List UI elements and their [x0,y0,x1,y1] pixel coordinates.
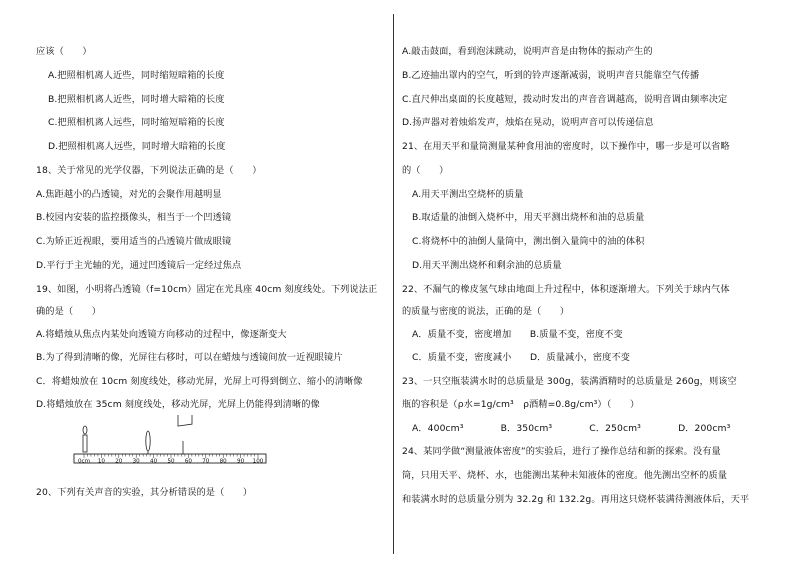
option-line: D.把照相机离人远些，同时增大暗箱的长度 [48,141,226,152]
ruler-label: 100 [252,458,264,465]
ruler-label: 20 [115,458,123,465]
ruler-label: 10 [97,458,105,465]
option-line: C．将蜡烛放在 10cm 刻度线处，移动光屏，光屏上可得到倒立、缩小的清晰像 [36,376,363,387]
text-line: 的（ ） [402,165,449,176]
option-line: B.取适量的油倒入烧杯中，用天平测出烧杯和油的总质量 [412,212,645,223]
ruler-label: 40 [150,458,158,465]
option-line: D.扬声器对着烛焰发声，烛焰在晃动，说明声音可以传递信息 [402,117,654,128]
text-line: 确的是（ ） [36,306,102,317]
option-line: A.敲击鼓面，看到泡沫跳动，说明声音是由物体的振动产生的 [402,46,653,57]
question-19: 19、如图，小明将凸透镜（f=10cm）固定在光具座 40cm 刻度线处。下列说法正 [36,284,378,295]
option-line: A.把照相机离人近些，同时缩短暗箱的长度 [48,70,225,81]
column-divider [393,14,394,554]
option-line: C.为矫正近视眼，要用适当的凸透镜片做成眼镜 [36,236,232,247]
flame-icon [83,426,87,434]
optical-bench-figure [72,415,272,465]
question-18: 18、关于常见的光学仪器，下列说法正确的是（ ） [36,165,262,176]
option-line: C.把照相机离人远些，同时缩短暗箱的长度 [48,117,225,128]
option-line: A．质量不变，密度增加 B.质量不变，密度不变 [412,329,623,340]
ruler-label: 80 [219,458,227,465]
option-line: A.用天平测出空烧杯的质量 [412,189,524,200]
option-line: D.用天平测出烧杯和剩余油的总质量 [412,260,562,271]
lens-icon [146,431,150,451]
question-23: 23、一只空瓶装满水时的总质量是 300g，装满酒精时的总质量是 260g，则该空 [402,376,737,387]
option-line: B.乙迹抽出罩内的空气，听到的铃声逐渐减弱，说明声音只能靠空气传播 [402,70,700,81]
option-line: A.将蜡烛从焦点内某处向透镜方向移动的过程中，像逐渐变大 [36,329,287,340]
candle-icon [83,435,87,452]
text-line: 的质量与密度的说法，正确的是（ ） [402,306,570,317]
option-line: A.焦距越小的凸透镜，对光的会聚作用越明显 [36,189,222,200]
question-24: 24、某同学做“测量液体密度”的实验后，进行了操作总结和新的探索。没有量 [402,446,721,457]
text-line: 和装满水时的总质量分别为 32.2g 和 132.2g。再用这只烧杯装满待测液体后，天平 [402,494,750,505]
option-line: C.将烧杯中的油倒人量筒中，测出倒入量筒中的油的体积 [412,236,645,247]
option-line: B.校园内安装的监控摄像头，相当于一个凹透镜 [36,212,232,223]
question-21: 21、在用天平和量筒测量某种食用油的密度时，以下操作中，哪一步是可以省略 [402,141,730,152]
text-line: 瓶的容积是（ρ水=1g/cm³ ρ酒精=0.8g/cm³）（ ） [402,399,640,410]
text-line: 应该（ ） [36,46,92,57]
ruler-label: 0cm [77,458,91,465]
ruler-label: 30 [132,458,140,465]
question-20: 20、下列有关声音的实验，其分析错误的是（ ） [36,487,253,498]
option-line: B.为了得到清晰的像，光屏往右移时，可以在蜡烛与透镜间放一近视眼镜片 [36,352,343,363]
option-line: A．400cm³ B．350cm³ C．250cm³ D．200cm³ [412,423,731,434]
option-line: D.将蜡烛放在 35cm 刻度线处，移动光屏，光屏上仍能得到清晰的像 [36,399,320,410]
option-line: D.平行于主光轴的光，通过凹透镜后一定经过焦点 [36,260,242,271]
option-line: C．质量不变，密度减小 D．质量减小，密度不变 [412,352,631,363]
question-22: 22、不漏气的橡皮氢气球由地面上升过程中，体积逐渐增大。下列关于球内气体 [402,284,730,295]
option-line: C.直尺伸出桌面的长度越短，拨动时发出的声音音调越高，说明音调由频率决定 [402,94,728,105]
optical-bench-diagram [72,415,272,465]
ruler-label: 70 [202,458,210,465]
ruler-label: 90 [237,458,245,465]
option-line: B.把照相机离人近些，同时增大暗箱的长度 [48,94,225,105]
screen-icon [178,415,192,426]
ruler-label: 50 [167,458,175,465]
text-line: 筒，只用天平、烧杯、水，也能测出某种未知液体的密度。他先测出空杯的质量 [402,470,728,481]
ruler-label: 60 [184,458,192,465]
